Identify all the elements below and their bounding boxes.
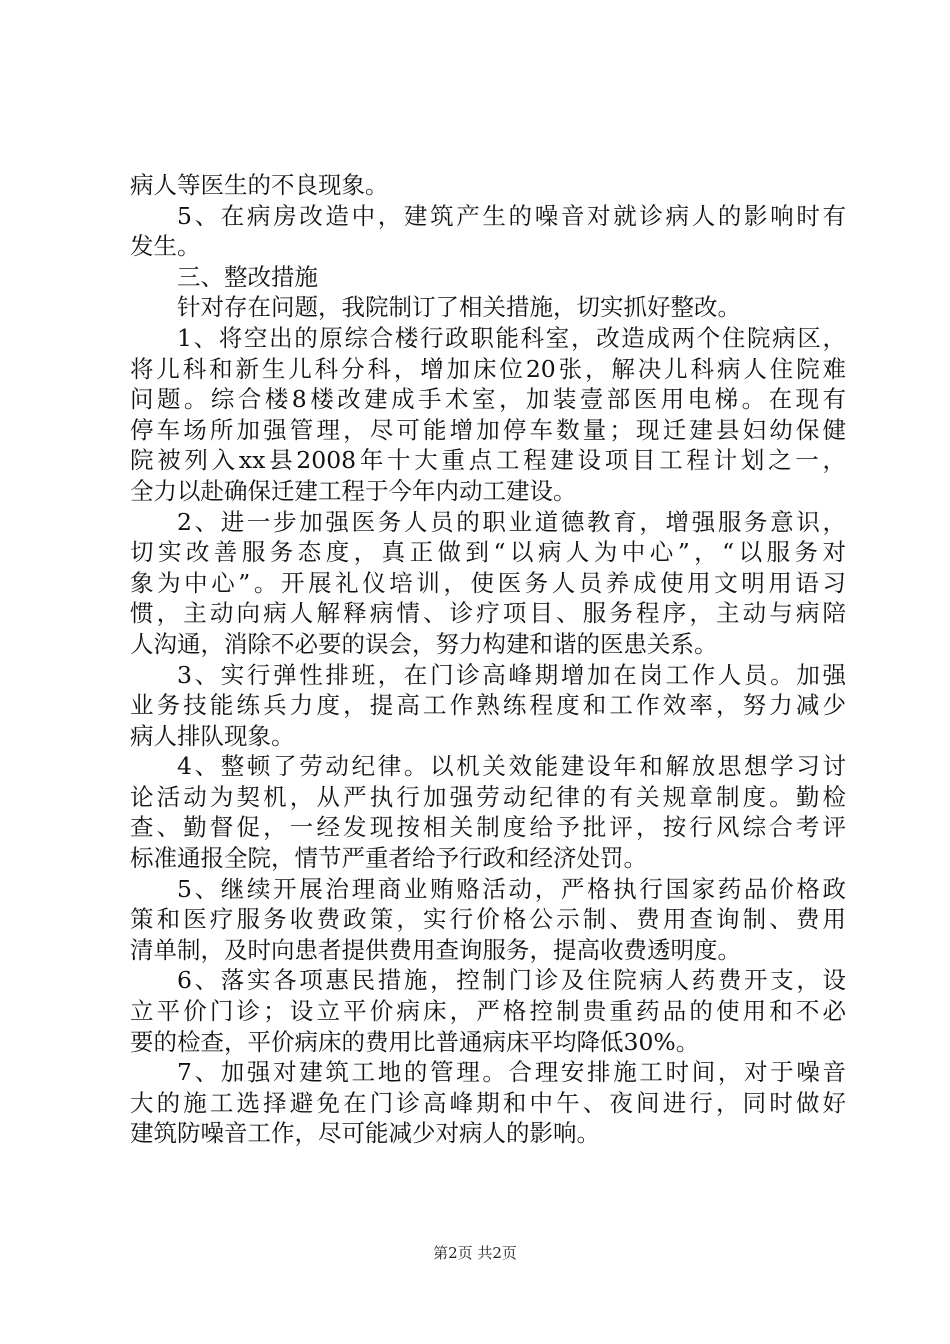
text-line: 论活动为契机，从严执行加强劳动纪律的有关规章制度。勤检 (130, 782, 846, 811)
text-line: 查、勤督促，一经发现按相关制度给予批评，按行风综合考评 (130, 813, 846, 842)
page-footer: 第2页 共2页 (433, 1244, 517, 1262)
text-line: 病人排队现象。 (130, 721, 295, 750)
document-body (130, 170, 846, 1149)
text-line: 3、实行弹性排班，在门诊高峰期增加在岗工作人员。加强 (177, 660, 846, 689)
text-line: 三、整改措施 (177, 262, 318, 291)
text-line: 2、进一步加强医务人员的职业道德教育，增强服务意识， (177, 507, 846, 536)
text-line: 要的检查，平价病床的费用比普通病床平均降低30%。 (130, 1027, 700, 1056)
text-line: 立平价门诊；设立平价病床，严格控制贵重药品的使用和不必 (130, 997, 846, 1026)
text-line: 惯，主动向病人解释病情、诊疗项目、服务程序，主动与病陪 (130, 599, 846, 628)
text-line: 针对存在问题，我院制订了相关措施，切实抓好整改。 (177, 293, 741, 322)
text-line: 清单制，及时向患者提供费用查询服务，提高收费透明度。 (130, 935, 741, 964)
text-line: 1、将空出的原综合楼行政职能科室，改造成两个住院病区， (177, 323, 846, 352)
text-line: 5、在病房改造中，建筑产生的噪音对就诊病人的影响时有 (177, 201, 846, 230)
text-line: 5、继续开展治理商业贿赂活动，严格执行国家药品价格政 (177, 874, 846, 903)
text-line: 业务技能练兵力度，提高工作熟练程度和工作效率，努力减少 (130, 691, 846, 720)
text-line: 院被列入xx县2008年十大重点工程建设项目工程计划之一， (130, 446, 846, 475)
text-line: 6、落实各项惠民措施，控制门诊及住院病人药费开支，设 (177, 966, 846, 995)
text-line: 将儿科和新生儿科分科，增加床位20张，解决儿科病人住院难 (130, 354, 846, 383)
text-line: 切实改善服务态度，真正做到“以病人为中心”，“以服务对 (130, 538, 846, 567)
text-line: 问题。综合楼8楼改建成手术室，加装壹部医用电梯。在现有 (130, 385, 846, 414)
text-line: 全力以赴确保迁建工程于今年内动工建设。 (130, 476, 577, 505)
text-line: 发生。 (130, 232, 201, 261)
text-line: 人沟通，消除不必要的误会，努力构建和谐的医患关系。 (130, 629, 718, 658)
text-line: 停车场所加强管理，尽可能增加停车数量；现迁建县妇幼保健 (130, 415, 846, 444)
text-line: 象为中心”。开展礼仪培训，使医务人员养成使用文明用语习 (130, 568, 846, 597)
text-line: 4、整顿了劳动纪律。以机关效能建设年和解放思想学习讨 (177, 752, 846, 781)
text-line: 病人等医生的不良现象。 (130, 171, 389, 199)
text-line: 大的施工选择避免在门诊高峰期和中午、夜间进行，同时做好 (130, 1088, 846, 1117)
text-line: 建筑防噪音工作，尽可能减少对病人的影响。 (130, 1119, 600, 1148)
text-line: 7、加强对建筑工地的管理。合理安排施工时间，对于噪音 (177, 1058, 846, 1087)
text-line: 策和医疗服务收费政策，实行价格公示制、费用查询制、费用 (130, 905, 846, 934)
text-line: 标准通报全院，情节严重者给予行政和经济处罚。 (130, 844, 647, 873)
